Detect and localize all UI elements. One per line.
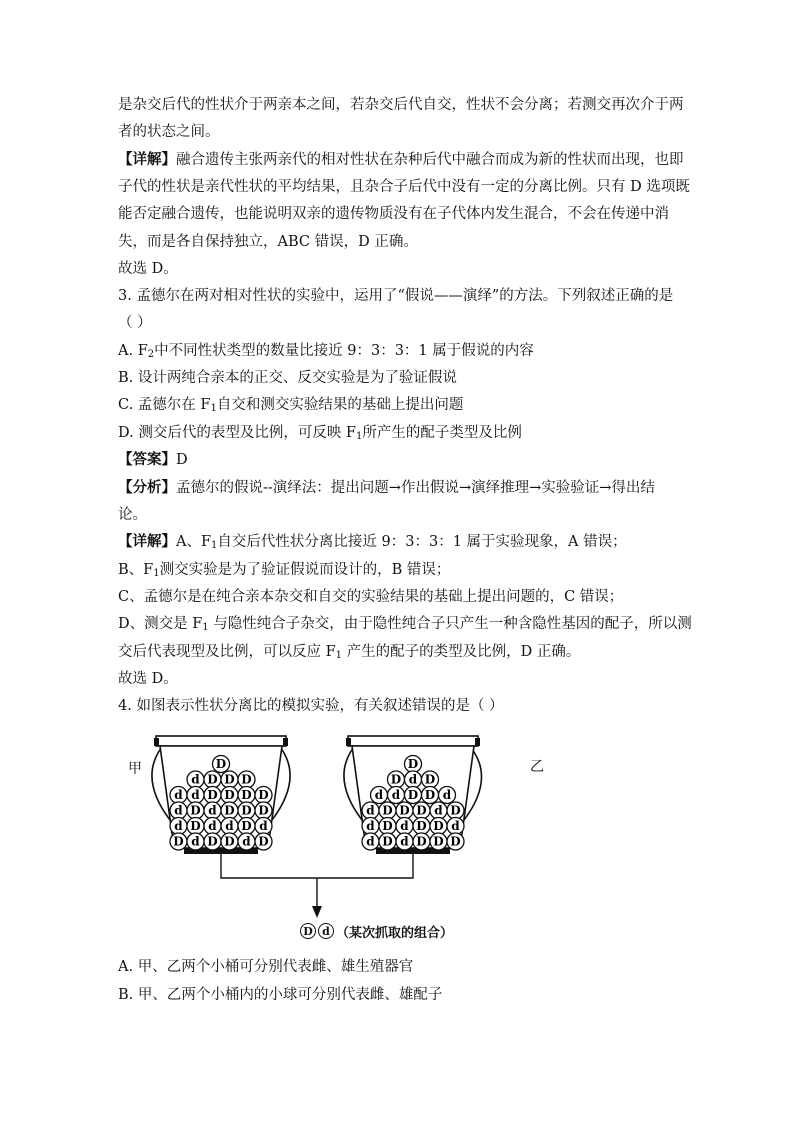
analysis-text: 孟德尔的假说--演绎法：提出问题→作出假说→演绎推理→实验验证→得出结 — [176, 480, 655, 496]
subscript: 1 — [202, 622, 209, 633]
subscript: 1 — [356, 431, 363, 442]
ball-letter: D — [450, 834, 461, 849]
bucket-left-clip — [283, 738, 288, 746]
detail-d2-prefix: 交后代表现型及比例，可以反应 F — [118, 644, 336, 660]
detail-d2-text: 产生的配子的类型及比例，D 正确。 — [342, 644, 581, 660]
bucket-right-clip — [346, 738, 351, 746]
ball-letter: D — [390, 772, 402, 787]
ball-letter: D — [224, 788, 235, 802]
bucket-right-rim — [348, 736, 478, 746]
ball-letter: d — [225, 819, 234, 833]
connector-lines — [221, 854, 413, 878]
subscript: 1 — [335, 650, 343, 661]
detail-a-line — [118, 532, 678, 552]
ball-letter: d — [366, 819, 375, 833]
ball-letter: d — [451, 819, 460, 833]
ball-letter: D — [433, 819, 444, 833]
ball-letter: D — [190, 803, 201, 818]
ball-letter: d — [366, 803, 375, 818]
detail-tag: 【详解】 — [118, 151, 176, 168]
arrow-head-icon — [312, 906, 322, 918]
ball-letter: D — [416, 819, 427, 833]
ball-letter: D — [258, 803, 269, 818]
analysis-continuation: 论。 — [118, 507, 147, 523]
ball-letter: D — [399, 803, 410, 818]
ball-letter: d — [408, 772, 418, 787]
ball-letter: D — [416, 834, 427, 849]
ball-letter: d — [174, 803, 183, 818]
bucket-right-clip — [475, 738, 480, 746]
detail-b-line — [118, 560, 678, 580]
ball-letter: d — [442, 788, 452, 802]
ball-letter: D — [207, 788, 218, 802]
bucket-diagram — [118, 720, 678, 920]
ball-letter: D — [190, 819, 201, 833]
detail-text: 融合遗传主张两亲代的相对性状在杂种后代中融合而成为新的性状而出现，也即 — [176, 152, 684, 168]
question-3-option-b: B. 设计两纯合亲本的正交、反交实验是为了验证假说 — [118, 370, 457, 386]
ball-letter: D — [424, 788, 436, 802]
ball-letter: D — [416, 803, 427, 818]
detail-c-line: C、孟德尔是在纯合亲本杂交和自交的实验结果的基础上提出问题的，C 错误； — [118, 589, 624, 605]
ball-letter: D — [258, 788, 269, 802]
text-line: 是杂交后代的性状介于两亲本之间，若杂交后代自交，性状不会分离；若测交再次介于两 — [118, 97, 684, 113]
ball-letter: D — [258, 834, 269, 849]
ball-letter: d — [208, 803, 217, 818]
detail-d-prefix: D、测交是 F — [118, 616, 203, 632]
bucket-right — [344, 736, 482, 854]
detail-tag: 【详解】 — [118, 533, 176, 550]
ball-letter: d — [191, 834, 200, 849]
subscript: 1 — [153, 568, 160, 579]
option-a-text: 中不同性状类型的数量比接近 9：3：3：1 属于假说的内容 — [154, 343, 534, 359]
ball-letter: D — [450, 803, 461, 818]
caption-text: （某次抓取的组合） — [336, 925, 454, 941]
ball-letter: D — [382, 819, 393, 833]
ball-letter: D — [241, 803, 252, 818]
ball-letter: D — [224, 834, 235, 849]
bucket-left-rim — [156, 736, 286, 746]
ball-letter: D — [433, 834, 444, 849]
detail-b-text: 测交实验是为了验证假说而设计的，B 错误； — [159, 562, 451, 578]
conclusion-line: 故选 D。 — [118, 671, 178, 687]
ball-letter: d — [259, 819, 268, 833]
ball-letter: d — [400, 834, 409, 849]
ball-letter: d — [391, 788, 401, 802]
subscript: 1 — [210, 403, 217, 414]
ball-letter: d — [191, 772, 200, 787]
question-3-option-c — [118, 395, 678, 415]
ball-letter: D — [207, 772, 218, 787]
ball-letter: D — [215, 757, 227, 771]
question-3-option-d — [118, 423, 678, 443]
ball-letter: D — [424, 772, 436, 787]
ball-letter: d — [374, 788, 384, 802]
ball-small-d-icon: d — [318, 923, 334, 939]
ball-letter: D — [382, 803, 393, 818]
option-c-prefix: C. 孟德尔在 F — [118, 397, 211, 413]
detail-a-text: 自交后代性状分离比接近 9：3：3：1 属于实验现象，A 错误； — [217, 534, 627, 550]
ball-letter: D — [407, 757, 419, 771]
conclusion-line: 故选 D。 — [118, 261, 178, 277]
detail-d-continuation — [118, 642, 678, 662]
question-4-stem: 4. 如图表示性状分离比的模拟实验，有关叙述错误的是（ ） — [118, 698, 504, 714]
ball-letter: D — [241, 819, 252, 833]
label-yi: 乙 — [530, 759, 544, 775]
label-jia: 甲 — [128, 761, 142, 777]
bucket-experiment-figure — [118, 720, 678, 950]
question-3-blank: （ ） — [118, 315, 152, 331]
ball-letter: D — [173, 834, 184, 849]
detail-d-text: 与隐性纯合子杂交，由于隐性纯合子只产生一种含隐性基因的配子，所以测 — [208, 616, 692, 632]
question-4-option-a: A. 甲、乙两个小桶可分别代表雌、雄生殖器官 — [118, 959, 414, 975]
ball-letter: d — [174, 819, 183, 833]
ball-letter: d — [400, 819, 409, 833]
ball-letter: D — [241, 788, 252, 802]
ball-letter: D — [207, 834, 218, 849]
text-line: 子代的性状是亲代性状的平均结果，且杂合子后代中没有一定的分离比例。只有 D 选项既 — [118, 179, 690, 195]
analysis-line — [118, 478, 678, 498]
option-d-prefix: D. 测交后代的表型及比例，可反映 F — [118, 425, 356, 441]
draw-combination-caption — [300, 920, 453, 942]
ball-letter: D — [407, 788, 419, 802]
ball-letter: d — [242, 834, 251, 849]
ball-big-d-icon: D — [300, 923, 316, 939]
answer-tag: 【答案】 — [118, 451, 176, 468]
bucket-left-clip — [154, 738, 159, 746]
ball-letter: D — [224, 772, 235, 787]
option-d-text: 所产生的配子类型及比例 — [362, 425, 522, 441]
ball-letter: d — [366, 834, 375, 849]
ball-letter: D — [382, 834, 393, 849]
question-3-stem: 3. 孟德尔在两对相对性状的实验中，运用了“假说——演绎”的方法。下列叙述正确的是 — [118, 288, 674, 304]
question-3-option-a — [118, 341, 678, 361]
ball-letter: D — [241, 772, 252, 787]
option-c-text: 自交和测交实验结果的基础上提出问题 — [216, 397, 464, 413]
text-line: 能否定融合遗传，也能说明双亲的遗传物质没有在子代体内发生混合，不会在传递中消 — [118, 206, 669, 222]
text-line: 者的状态之间。 — [118, 124, 220, 140]
answer-line — [118, 450, 678, 470]
ball-letter: d — [191, 788, 200, 802]
text-line: 失，而是各自保持独立，ABC 错误，D 正确。 — [118, 234, 418, 250]
subscript: 1 — [211, 540, 218, 551]
ball-letter: d — [208, 819, 217, 833]
answer-value: D — [176, 452, 188, 468]
subscript: 2 — [147, 349, 155, 360]
bucket-left — [152, 736, 290, 854]
detail-b-prefix: B、F — [118, 562, 154, 578]
detail-a-prefix: A、F — [176, 534, 212, 550]
detail-d-line — [118, 614, 692, 634]
ball-letter: D — [224, 803, 235, 818]
question-4-option-b: B. 甲、乙两个小桶内的小球可分别代表雌、雄配子 — [118, 987, 443, 1003]
option-a-prefix: A. F — [118, 343, 148, 359]
ball-letter: d — [434, 803, 443, 818]
ball-letter: d — [174, 788, 183, 802]
analysis-tag: 【分析】 — [118, 479, 176, 496]
detail-paragraph — [118, 150, 684, 170]
